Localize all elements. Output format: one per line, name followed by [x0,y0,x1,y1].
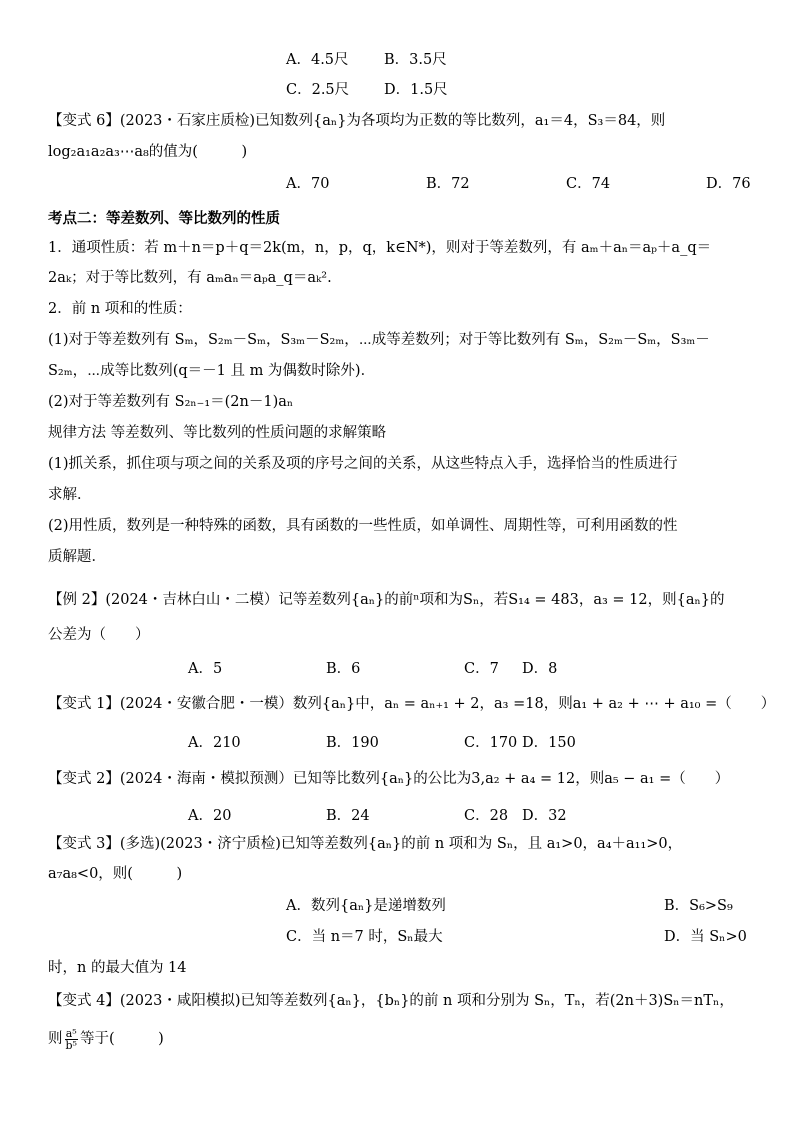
property-1: 1．通项性质：若 m＋n＝p＋q＝2k(m，n，p，q，k∈N*)，则对于等差数列，有 aₘ＋aₙ＝aₚ＋a_q＝ [48,240,712,256]
fraction-numerator: a⁵ [65,1026,77,1040]
example2-option-b: B．6 [326,661,361,677]
variant4-question: 【变式 4】(2023・咸阳模拟)已知等差数列{aₙ}，{bₙ}的前 n 项和分别为 Sₙ，Tₙ，若(2n＋3)Sₙ＝nTₙ， [48,993,734,1009]
example2-option-d: D．8 [522,661,558,677]
variant2-option-c: C．28 [464,808,509,824]
variant3-question: 【变式 3】(多选)(2023・济宁质检)已知等差数列{aₙ}的前 n 项和为 Sₙ，且 a₁>0，a₄＋a₁₁>0， [48,836,683,852]
variant1-option-d: D．150 [522,735,576,751]
variant6-option-a: A．70 [286,176,330,192]
fraction-a5-b5 [65,1028,78,1051]
variant1-question: 【变式 1】(2024・安徽合肥・一模）数列{aₙ}中，aₙ = aₙ₊₁ + 2，a₃ =18，则a₁ + a₂ + ⋯ + a₁₀ =（ ） [48,696,776,712]
example2-option-a: A．5 [188,661,223,677]
variant6-question: 【变式 6】(2023・石家庄质检)已知数列{aₙ}为各项均为正数的等比数列，a₁＝4，S₃＝84，则 [48,113,666,129]
variant6-option-b: B．72 [426,176,470,192]
variant4-prefix: 则 [48,1031,63,1047]
method-1: (1)抓关系，抓住项与项之间的关系及项的序号之间的关系，从这些特点入手，选择恰当的性质进行 [48,456,678,472]
example2-question-cont: 公差为（ ） [48,627,150,643]
variant6-option-d: D．76 [706,176,751,192]
fraction-denominator: b⁵ [65,1038,77,1052]
variant6-option-c: C．74 [566,176,611,192]
variant1-option-a: A．210 [188,735,241,751]
variant3-question-cont: a₇a₈<0，则( ) [48,866,183,882]
option-d: D．1.5尺 [384,82,448,98]
method-title: 规律方法 等差数列、等比数列的性质问题的求解策略 [48,425,387,441]
property-2: 2．前 n 项和的性质： [48,301,192,317]
variant3-option-d-cont: 时，n 的最大值为 14 [48,960,187,976]
example2-option-c: C．7 [464,661,499,677]
variant3-option-d: D．当 Sₙ>0 [664,929,747,945]
method-1-cont: 求解． [48,487,92,503]
variant3-option-c: C．当 n＝7 时，Sₙ最大 [286,929,443,945]
variant3-option-a: A．数列{aₙ}是递增数列 [286,898,446,914]
property-2-1: (1)对于等差数列有 Sₘ，S₂ₘ－Sₘ，S₃ₘ－S₂ₘ，⋯成等差数列；对于等比数列有 Sₘ，S₂ₘ－Sₘ，S₃ₘ－ [48,332,710,348]
variant4-suffix: 等于( ) [79,1031,164,1047]
variant2-option-d: D．32 [522,808,567,824]
variant2-question: 【变式 2】(2024・海南・模拟预测）已知等比数列{aₙ}的公比为3,a₂ + a₄ = 12，则a₅ − a₁ =（ ） [48,771,730,787]
option-a: A．4.5尺 [286,52,349,68]
method-2-cont: 质解题． [48,549,106,565]
variant1-option-c: C．170 [464,735,518,751]
example2-question: 【例 2】(2024・吉林白山・二模）记等差数列{aₙ}的前ⁿ项和为Sₙ，若S₁₄ = 483，a₃ = 12，则{aₙ}的 [48,592,725,608]
option-c: C．2.5尺 [286,82,350,98]
variant6-question-cont: log₂a₁a₂a₃⋯a₈的值为( ) [48,144,248,160]
option-b: B．3.5尺 [384,52,447,68]
variant2-option-b: B．24 [326,808,370,824]
variant2-option-a: A．20 [188,808,232,824]
section-heading: 考点二：等差数列、等比数列的性质 [48,210,280,227]
property-1-cont: 2aₖ；对于等比数列，有 aₘaₙ＝aₚa_q＝aₖ². [48,270,332,286]
variant4-question-cont [48,1022,164,1056]
property-2-1-cont: S₂ₘ，⋯成等比数列(q＝－1 且 m 为偶数时除外)． [48,363,376,379]
method-2: (2)用性质，数列是一种特殊的函数，具有函数的一些性质，如单调性、周期性等，可利用函数的性 [48,518,678,534]
property-2-2: (2)对于等差数列有 S₂ₙ₋₁＝(2n－1)aₙ [48,394,294,410]
variant1-option-b: B．190 [326,735,379,751]
variant3-option-b: B．S₆>S₉ [664,898,733,914]
